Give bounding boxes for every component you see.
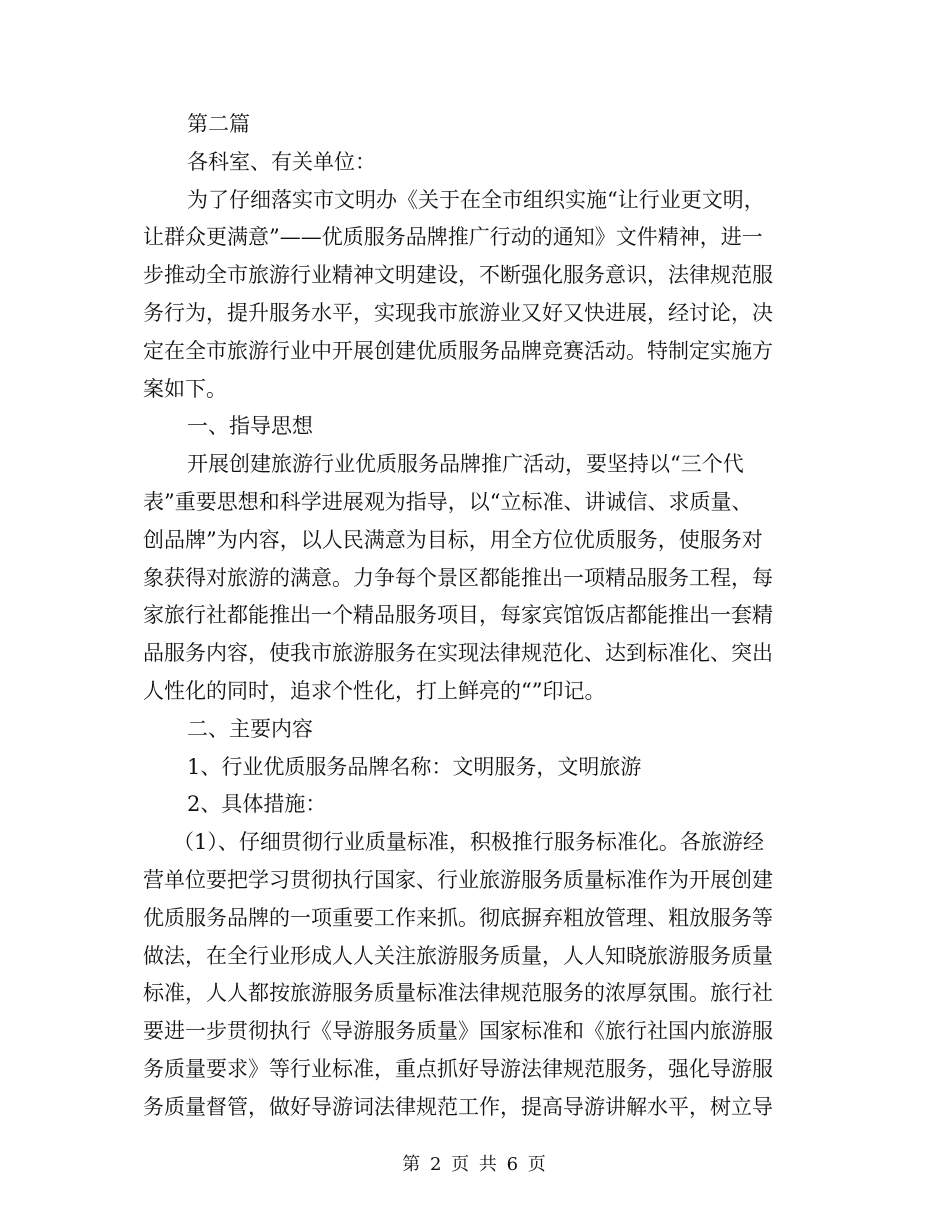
paragraph-line: 务质量要求》等行业标准，重点抓好导游法律规范服务，强化导游服 bbox=[143, 1056, 773, 1081]
paragraph-line: 营单位要把学习贯彻执行国家、行业旅游服务质量标准作为开展创建 bbox=[143, 867, 773, 892]
paragraph-line: 让群众更满意”——优质服务品牌推广行动的通知》文件精神，进一 bbox=[143, 225, 763, 250]
paragraph-line: 象获得对旅游的满意。力争每个景区都能推出一项精品服务工程，每 bbox=[143, 565, 773, 590]
paragraph-line: 定在全市旅游行业中开展创建优质服务品牌竞赛活动。特制定实施方 bbox=[143, 338, 773, 363]
paragraph-line: 要进一步贯彻执行《导游服务质量》国家标准和《旅行社国内旅游服 bbox=[143, 1019, 773, 1044]
paragraph-line: 务行为，提升服务水平，实现我市旅游业又好又快进展，经讨论，决 bbox=[143, 300, 773, 325]
paragraph-line: 人性化的同时，追求个性化，打上鲜亮的“”印记。 bbox=[143, 678, 606, 703]
document-body bbox=[143, 106, 803, 1127]
paragraph-line: 做法，在全行业形成人人关注旅游服务质量，人人知晓旅游服务质量 bbox=[143, 943, 773, 968]
paragraph-line: 品服务内容，使我市旅游服务在实现法律规范化、达到标准化、突出 bbox=[143, 641, 773, 666]
paragraph-line: （1）、仔细贯彻行业质量标准，积极推行服务标准化。各旅游经 bbox=[173, 830, 764, 855]
heading-main-content: 二、主要内容 bbox=[187, 716, 313, 741]
paragraph-line: 步推动全市旅游行业精神文明建设，不断强化服务意识，法律规范服 bbox=[143, 263, 773, 288]
paragraph-line: 表”重要思想和科学进展观为指导，以“立标准、讲诚信、求质量、 bbox=[143, 489, 753, 514]
page-number: 第 2 页 共 6 页 bbox=[402, 1154, 548, 1175]
paragraph-line: 务质量督管，做好导游词法律规范工作，提高导游讲解水平，树立导 bbox=[143, 1094, 773, 1119]
section-title: 第二篇 bbox=[187, 112, 250, 136]
paragraph-line: 案如下。 bbox=[143, 376, 227, 401]
salutation: 各科室、有关单位： bbox=[187, 149, 376, 174]
paragraph-line: 创品牌”为内容，以人民满意为目标，用全方位优质服务，使服务对 bbox=[143, 527, 763, 552]
paragraph-line: 优质服务品牌的一项重要工作来抓。彻底摒弃粗放管理、粗放服务等 bbox=[143, 905, 773, 930]
paragraph-line: 开展创建旅游行业优质服务品牌推广活动，要坚持以“三个代 bbox=[187, 452, 744, 477]
heading-guiding-thought: 一、指导思想 bbox=[187, 414, 313, 439]
list-item: 1、行业优质服务品牌名称：文明服务，文明旅游 bbox=[187, 754, 642, 779]
paragraph-line: 为了仔细落实市文明办《关于在全市组织实施“让行业更文明， bbox=[187, 187, 765, 212]
paragraph-line: 标准，人人都按旅游服务质量标准法律规范服务的浓厚氛围。旅行社 bbox=[143, 981, 773, 1006]
paragraph-line: 家旅行社都能推出一个精品服务项目，每家宾馆饭店都能推出一套精 bbox=[143, 603, 773, 628]
list-item: 2、具体措施： bbox=[187, 792, 327, 817]
